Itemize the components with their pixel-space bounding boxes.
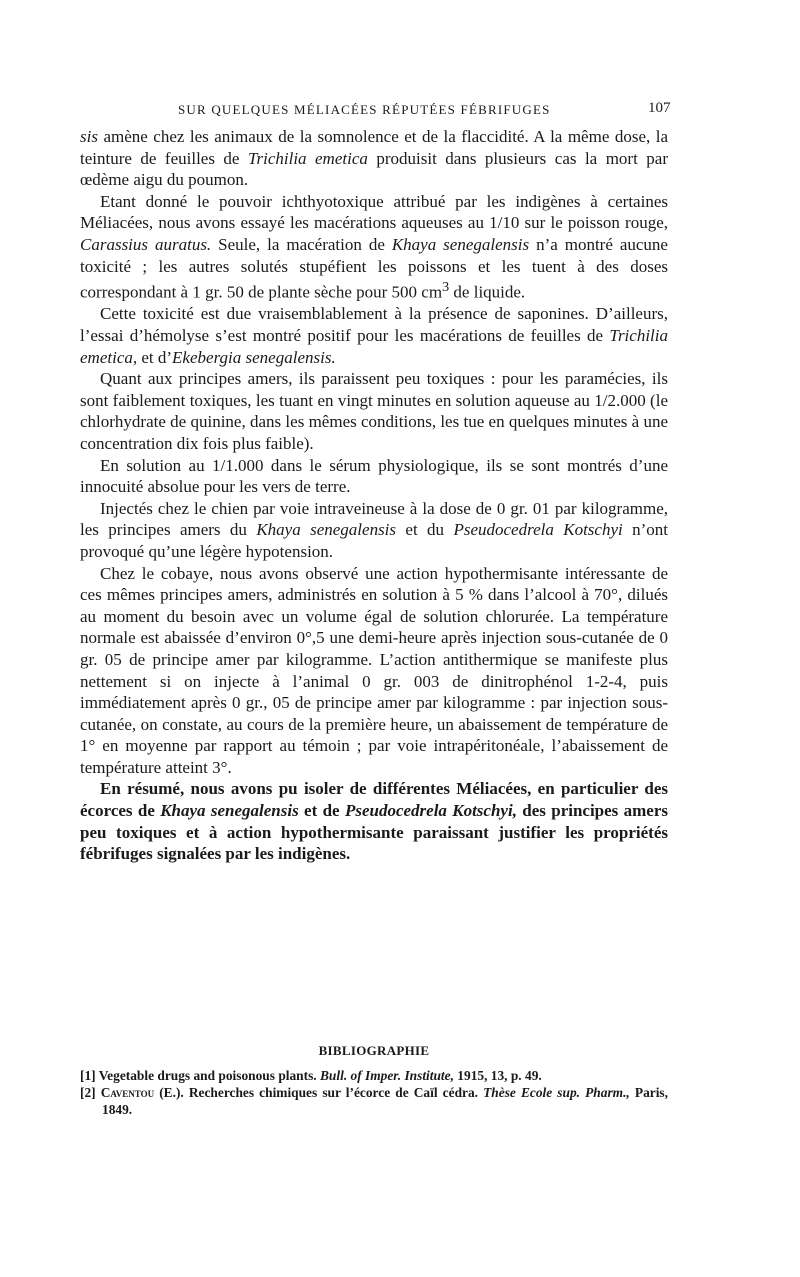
paragraph <box>80 368 668 454</box>
text-run: 1915, 13, p. 49. <box>453 1068 542 1083</box>
running-title: SUR QUELQUES MÉLIACÉES RÉPUTÉES FÉBRIFUGES <box>178 102 551 117</box>
bibliography-heading: BIBLIOGRAPHIE <box>318 1043 430 1058</box>
text-run: En solution au 1/1.000 dans le sérum physiologique, ils se sont montrés d’une innocuité absolue pour les vers de terre. <box>80 455 668 497</box>
text-run: et de <box>298 801 345 821</box>
bibliography-list <box>80 1067 668 1118</box>
text-run: produisit dans plusieurs cas la mort par œdème aigu du poumon. <box>80 148 668 190</box>
text-run: et d’ <box>137 347 173 367</box>
text-run: Vegetable drugs and poisonous plants. <box>98 1068 320 1083</box>
text-run: (E.). Recherches chimiques sur l’écorce de Caïl cédra. <box>154 1085 484 1100</box>
page-number: 107 <box>648 100 671 116</box>
text-run: Cette toxicité est due vraisemblablement à la présence de saponines. D’ailleurs, l’essai d’hémolyse s’est montré positif pour les macérations de feuilles de <box>80 304 668 345</box>
author-name: Caventou <box>100 1085 155 1100</box>
text-run: amène chez les animaux de la somnolence et de la flaccidité. A la même dose, la teinture de feuilles de <box>80 127 668 168</box>
paragraph <box>80 191 668 304</box>
paragraph <box>80 778 668 864</box>
superscript: 3 <box>442 279 450 296</box>
text-run: Chez le cobaye, nous avons observé une action hypothermisante intéressante de ces mêmes principes amers, administrés en solution à 5 % dans l’alcool à 70°, dilués au moment du besoin avec un volume égal de solution chlorurée. La température normale est abaissée d’environ 0°,5 une demi-heure après injection sous-cutanée de 0 gr. 05 de principe amer par kilogramme. L’action antithermique se manifeste plus nettement si on injecte à l’animal 0 gr. 003 de dinitrophénol 1-2-4, puis immédiatement après 0 gr., 05 de principe amer par kilogramme : par injection sous-cutanée, on constate, au cours de la première heure, un abaissement de température de 1° en moyenne par rapport au témoin ; par voie intrapéritonéale, l’abaissement de température atteint 3°. <box>80 563 668 777</box>
text-run: Seule, la macération de <box>211 234 392 254</box>
bibliography <box>80 1042 668 1118</box>
text-run: Etant donné le pouvoir ichthyotoxique attribué par les indigènes à certaines Méliacées, nous avons essayé les macérations aqueuses au 1/10 sur le poisson rouge, <box>80 191 668 233</box>
paragraph <box>80 126 668 191</box>
text-run: Paris, 1849. <box>102 1085 668 1117</box>
paragraph <box>80 303 668 368</box>
italic-text: Ekebergia senegalensis. <box>172 347 336 367</box>
italic-text: Khaya senegalensis <box>256 520 397 540</box>
text-run: de liquide. <box>449 282 526 302</box>
paragraph <box>80 455 668 498</box>
text-run: des principes amers peu toxiques et à action hypothermisante paraissant justifier les propriétés fébrifuges signalées par les indigènes. <box>80 801 668 864</box>
italic-text: Khaya senegalensis <box>391 234 530 254</box>
reference-number: [2] <box>80 1085 101 1100</box>
paragraph <box>80 563 668 779</box>
italic-text: Pseudocedrela Kotschyi <box>453 520 623 540</box>
text-run: et du <box>396 520 454 540</box>
italic-text: Pseudocedrela Kotschyi, <box>344 801 517 821</box>
text-run: n’a montré aucune toxicité ; les autres solutés stupéfient les poissons et les tuent à des doses correspondant à 1 gr. 50 de plante sèche pour 500 cm <box>80 234 668 302</box>
body-text <box>80 126 668 865</box>
text-run: n’ont provoqué qu’une légère hypotension. <box>80 520 668 561</box>
page-header <box>0 102 800 122</box>
italic-text: Carassius auratus. <box>80 234 212 254</box>
italic-text: Trichilia emetica, <box>80 326 668 367</box>
italic-text: Bull. of Imper. Institute, <box>320 1068 454 1083</box>
text-run: Quant aux principes amers, ils paraissent peu toxiques : pour les paramécies, ils sont faiblement toxiques, les tuant en vingt minutes en solution aqueuse au 1/2.000 (le chlorhydrate de quinine, dans les mêmes conditions, les tue en quelques minutes à une concentration dix fois plus faible). <box>80 369 668 453</box>
text-run: En résumé, nous avons pu isoler de différentes Méliacées, en particulier des écorces de <box>80 779 668 821</box>
bibliography-entry <box>80 1084 668 1118</box>
italic-text: sis <box>80 127 98 146</box>
text-run: Injectés chez le chien par voie intraveineuse à la dose de 0 gr. 01 par kilogramme, les principes amers du <box>80 498 668 540</box>
italic-text: Khaya senegalensis <box>160 801 299 821</box>
reference-number: [1] <box>80 1068 99 1083</box>
bibliography-entry <box>80 1067 668 1084</box>
italic-text: Trichilia emetica <box>247 148 368 168</box>
italic-text: Thèse Ecole sup. Pharm., <box>483 1085 630 1100</box>
paragraph <box>80 498 668 563</box>
